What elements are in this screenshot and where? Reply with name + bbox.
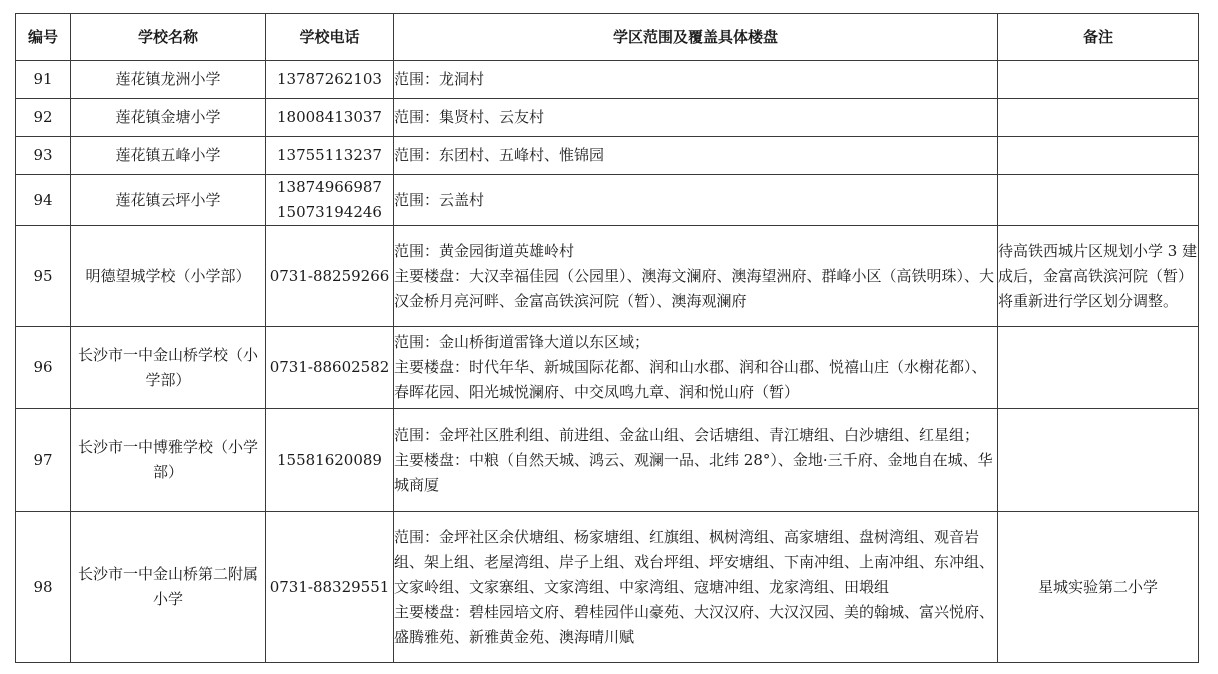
row-district-scope xyxy=(394,512,998,663)
row-note xyxy=(998,61,1199,99)
row-school-name: 莲花镇金塘小学 xyxy=(71,99,266,137)
row-note xyxy=(998,175,1199,226)
row-school-phone: 0731-88259266 xyxy=(266,226,394,327)
row-district-scope xyxy=(394,99,998,137)
row-district-scope xyxy=(394,327,998,409)
header-note: 备注 xyxy=(998,14,1199,61)
table-row xyxy=(16,512,1199,663)
row-num: 98 xyxy=(16,512,71,663)
row-note xyxy=(998,327,1199,409)
row-school-phone: 0731-88602582 xyxy=(266,327,394,409)
table-row xyxy=(16,327,1199,409)
phone-line: 15073194246 xyxy=(277,203,382,221)
row-note xyxy=(998,99,1199,137)
header-district-scope: 学区范围及覆盖具体楼盘 xyxy=(394,14,998,61)
row-school-phone: 15581620089 xyxy=(266,409,394,512)
table-row xyxy=(16,137,1199,175)
header-num: 编号 xyxy=(16,14,71,61)
row-school-phone: 13755113237 xyxy=(266,137,394,175)
table-row xyxy=(16,99,1199,137)
scope-line: 范围：集贤村、云友村 xyxy=(394,108,545,126)
phone-line: 13874966987 xyxy=(277,178,382,196)
row-district-scope xyxy=(394,409,998,512)
scope-line: 主要楼盘：大汉幸福佳园（公园里）、澳海文澜府、澳海望洲府、群峰小区（高铁明珠）、大汉金桥月亮河畔、金富高铁滨河院（暂）、澳海观澜府 xyxy=(394,266,995,310)
row-note xyxy=(998,137,1199,175)
scope-line: 主要楼盘：碧桂园培文府、碧桂园伴山豪苑、大汉汉府、大汉汉园、美的翰城、富兴悦府、盛腾雅苑、新雅黄金苑、澳海晴川赋 xyxy=(394,602,995,646)
scope-line: 主要楼盘：中粮（自然天城、鸿云、观澜一品、北纬 28°）、金地·三千府、金地自在城、华城商厦 xyxy=(394,450,993,494)
row-district-scope xyxy=(394,61,998,99)
row-school-phone: 18008413037 xyxy=(266,99,394,137)
row-school-name: 莲花镇云坪小学 xyxy=(71,175,266,226)
row-num: 96 xyxy=(16,327,71,409)
row-num: 92 xyxy=(16,99,71,137)
school-district-table xyxy=(15,13,1199,663)
scope-line: 范围：金山桥街道雷锋大道以东区域； xyxy=(394,333,650,351)
row-district-scope xyxy=(394,226,998,327)
row-school-phone: 13787262103 xyxy=(266,61,394,99)
row-district-scope xyxy=(394,137,998,175)
scope-line: 范围：东团村、五峰村、惟锦园 xyxy=(394,146,605,164)
row-note xyxy=(998,409,1199,512)
row-school-name: 莲花镇龙洲小学 xyxy=(71,61,266,99)
row-school-name: 明德望城学校（小学部） xyxy=(71,226,266,327)
table-row xyxy=(16,175,1199,226)
row-school-phone: 0731-88329551 xyxy=(266,512,394,663)
row-note: 星城实验第二小学 xyxy=(998,512,1199,663)
row-num: 97 xyxy=(16,409,71,512)
row-note: 待高铁西城片区规划小学 3 建成后，金富高铁滨河院（暂）将重新进行学区划分调整。 xyxy=(998,226,1199,327)
row-district-scope xyxy=(394,175,998,226)
row-school-name: 莲花镇五峰小学 xyxy=(71,137,266,175)
table-row xyxy=(16,61,1199,99)
scope-line: 范围：金坪社区胜利组、前进组、金盆山组、会话塘组、青江塘组、白沙塘组、红星组； xyxy=(394,425,980,444)
row-num: 93 xyxy=(16,137,71,175)
header-row xyxy=(16,14,1199,61)
row-num: 95 xyxy=(16,226,71,327)
header-school-phone: 学校电话 xyxy=(266,14,394,61)
row-num: 91 xyxy=(16,61,71,99)
header-school-name: 学校名称 xyxy=(71,14,266,61)
scope-line: 范围：黄金园街道英雄岭村 xyxy=(394,241,575,260)
row-school-name: 长沙市一中博雅学校（小学部） xyxy=(71,409,266,512)
table-row xyxy=(16,409,1199,512)
row-school-phone xyxy=(266,175,394,226)
scope-line: 主要楼盘：时代年华、新城国际花都、润和山水郡、润和谷山郡、悦禧山庄（水榭花都）、春晖花园、阳光城悦澜府、中交凤鸣九章、润和悦山府（暂） xyxy=(394,358,987,401)
table-row xyxy=(16,226,1199,327)
scope-line: 范围：金坪社区余伏塘组、杨家塘组、红旗组、枫树湾组、高家塘组、盘树湾组、观音岩组、架上组、老屋湾组、岸子上组、戏台坪组、坪安塘组、下南冲组、上南冲组、东冲组、文家岭组、文家寨组、文家湾组、中家湾组、寇塘冲组、龙家湾组、田塅组 xyxy=(394,527,995,596)
row-num: 94 xyxy=(16,175,71,226)
scope-line: 范围：龙洞村 xyxy=(394,70,485,88)
row-school-name: 长沙市一中金山桥第二附属小学 xyxy=(71,512,266,663)
row-school-name: 长沙市一中金山桥学校（小学部） xyxy=(71,327,266,409)
scope-line: 范围：云盖村 xyxy=(394,190,485,209)
